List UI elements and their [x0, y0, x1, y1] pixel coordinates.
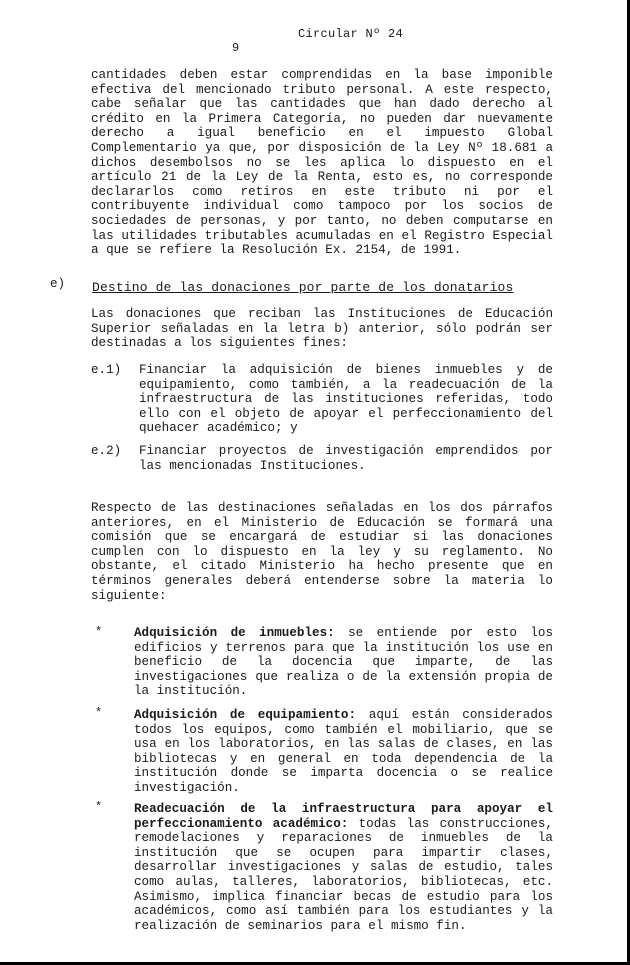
intro-paragraph-text: cantidades deben estar comprendidas en la base imponible efectiva del mencionado tributo personal. A este respecto, cabe señalar que las cantidades que han dado derecho al crédito en la Primera Categoría, no pueden dar nuevamente derecho a igual beneficio en el impuesto Global Complementario ya que, por disposición de la Ley Nº 18.681 a dichos desembolsos no se les aplica lo dispuesto en el artículo 21 de la Ley de la Renta, esto es, no corresponde declararlos como retiros en este tributo ni por el contribuyente individual como tampoco por los socios de sociedades de personas, y por tanto, no deben computarse en las utilidades tributables acumuladas en el Registro Especial a que se refiere la Resolución Ex. 2154, de 1991.	[91, 68, 553, 258]
bullet-inmuebles	[134, 626, 553, 699]
item-e1-marker: e.1)	[91, 363, 122, 377]
bullet-marker: *	[95, 800, 103, 814]
bullet-inmuebles-text: se entiende por esto los edificios y terrenos para que la institución los use en beneficio de la docencia que imparte, de las investigaciones que realiza o de la extensión propia de la institución.	[134, 626, 553, 699]
section-heading: Destino de las donaciones por parte de los donatarios	[92, 280, 514, 295]
bullet-readecuacion-title: Readecuación de la infraestructura para apoyar el perfeccionamiento académico:	[134, 802, 553, 831]
bullet-equipamiento-text: aquí están considerados todos los equipos, como también el mobiliario, que se usa en los laboratorios, en las salas de clases, en las bibliotecas y en general en toda dependencia de la institución donde se imparta docencia o se realice investigación.	[134, 708, 553, 795]
page-number: 9	[232, 41, 240, 55]
section-label: e)	[50, 277, 66, 291]
bullet-marker: *	[95, 625, 103, 639]
section-intro	[91, 307, 553, 351]
bullet-readecuacion	[134, 802, 553, 933]
followup-paragraph-text: Respecto de las destinaciones señaladas en los dos párrafos anteriores, en el Ministerio de Educación se formará una comisión que se encargará de estudiar si las donaciones cumplen con lo dispuesto en la ley y su reglamento. No obstante, el citado Ministerio ha hecho presente que en términos generales deberá entenderse sobre la materia lo siguiente:	[91, 501, 553, 603]
circular-title: Circular Nº 24	[298, 27, 404, 41]
item-e1-text: Financiar la adquisición de bienes inmuebles y de equipamiento, como también, a la readecuación de la infraestructura de las instituciones referidas, todo ello con el objeto de apoyar el perfeccionamiento del quehacer académico; y	[139, 363, 553, 436]
section-intro-text: Las donaciones que reciban las Instituciones de Educación Superior señaladas en la letra b) anterior, sólo podrán ser destinadas a los siguientes fines:	[91, 307, 553, 351]
followup-paragraph	[91, 501, 553, 603]
item-e2-marker: e.2)	[91, 444, 122, 458]
bullet-marker: *	[95, 706, 103, 720]
bullet-inmuebles-title: Adquisición de inmuebles:	[134, 626, 335, 640]
item-e2-text: Financiar proyectos de investigación emprendidos por las mencionadas Instituciones.	[139, 444, 553, 473]
intro-paragraph	[91, 68, 553, 258]
bullet-readecuacion-text: todas las construcciones, remodelaciones y reparaciones de inmuebles de la institución que se ocupen para impartir clases, desarrollar investigaciones y salas de estudio, tales como aulas, talleres, laboratorios, bibliotecas, etc. Asimismo, implica financiar becas de estudio para los académicos, como así también para los estudiantes y la realización de seminarios para el mismo fin.	[134, 816, 553, 933]
bullet-equipamiento-title: Adquisición de equipamiento:	[134, 708, 357, 722]
bullet-equipamiento	[134, 708, 553, 796]
